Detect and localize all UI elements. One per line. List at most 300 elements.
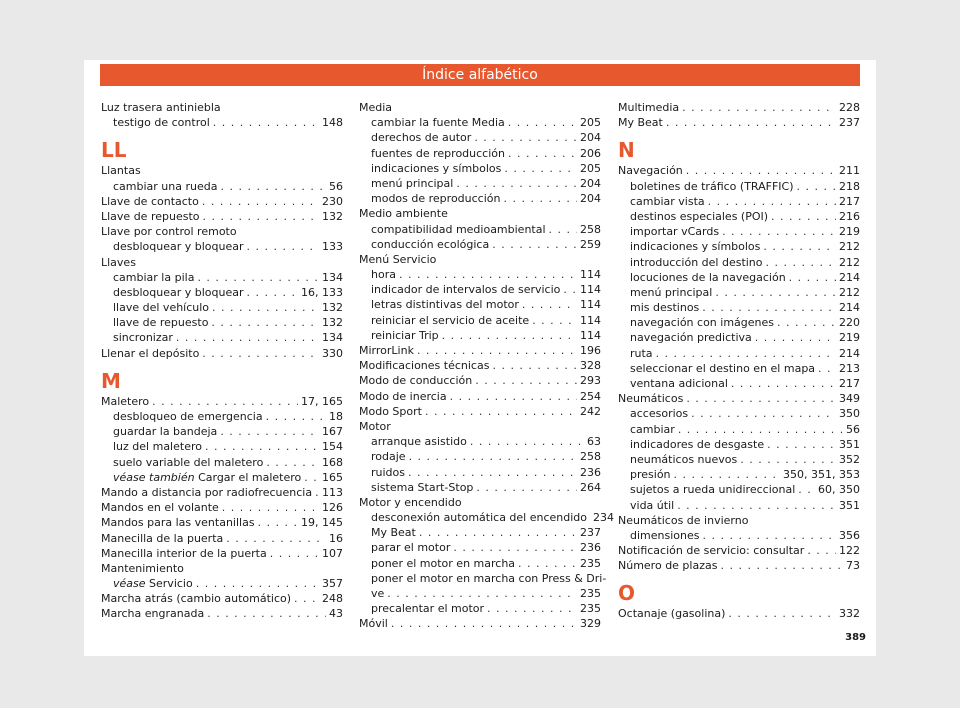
index-subentry bbox=[359, 146, 601, 161]
entry-term-text: Neumáticos bbox=[618, 392, 684, 406]
entry-term bbox=[101, 224, 237, 239]
page-reference: 211 bbox=[839, 164, 860, 178]
dot-leader bbox=[442, 328, 577, 343]
entry-term-text: modos de reproducción bbox=[371, 192, 501, 206]
index-subentry bbox=[359, 161, 601, 176]
index-subentry bbox=[618, 482, 860, 497]
index-entry bbox=[359, 495, 601, 510]
dot-leader bbox=[508, 115, 577, 130]
entry-term-text: navegación predictiva bbox=[630, 331, 752, 345]
entry-term-text: navegación con imágenes bbox=[630, 316, 774, 330]
page-reference: 214 bbox=[839, 346, 860, 360]
index-entry bbox=[101, 500, 343, 515]
page-reference: 237 bbox=[580, 526, 601, 540]
dot-leader bbox=[771, 209, 836, 224]
entry-term bbox=[113, 115, 210, 130]
index-subentry bbox=[101, 424, 343, 439]
entry-term bbox=[371, 191, 500, 206]
dot-leader bbox=[728, 606, 836, 621]
dot-leader bbox=[453, 540, 577, 555]
section-letter: LL bbox=[101, 138, 127, 163]
index-subentry bbox=[101, 455, 343, 470]
dot-leader bbox=[476, 480, 577, 495]
dot-leader bbox=[691, 406, 836, 421]
dot-leader bbox=[226, 531, 326, 546]
page-reference: 16 bbox=[329, 531, 343, 545]
page-reference: 205 bbox=[580, 161, 601, 175]
entry-term bbox=[630, 255, 763, 270]
entry-term bbox=[618, 391, 683, 406]
entry-term-text: cambiar una rueda bbox=[113, 179, 218, 193]
page-reference: 134 bbox=[322, 270, 343, 284]
dot-leader bbox=[777, 315, 836, 330]
entry-term bbox=[618, 558, 717, 573]
dot-leader bbox=[702, 528, 836, 543]
entry-term bbox=[359, 358, 489, 373]
page-reference: 56 bbox=[329, 179, 343, 193]
page-reference: 204 bbox=[580, 131, 601, 145]
entry-term bbox=[630, 270, 786, 285]
page-reference: 217 bbox=[839, 377, 860, 390]
entry-term bbox=[113, 315, 208, 330]
entry-term bbox=[113, 455, 263, 470]
entry-term bbox=[371, 146, 505, 161]
entry-term-text: importar vCards bbox=[630, 225, 720, 239]
entry-term bbox=[630, 498, 674, 513]
index-subentry bbox=[618, 330, 860, 345]
index-subentry bbox=[618, 239, 860, 254]
dot-leader bbox=[202, 194, 319, 209]
entry-term bbox=[371, 328, 439, 343]
index-entry bbox=[359, 100, 601, 115]
dot-leader bbox=[504, 161, 577, 176]
page-reference: 349 bbox=[839, 392, 860, 406]
dot-leader bbox=[152, 394, 298, 409]
section-letter: M bbox=[101, 368, 121, 393]
entry-term-text: arranque asistido bbox=[371, 435, 467, 449]
entry-term bbox=[113, 576, 193, 591]
entry-term bbox=[630, 437, 764, 452]
dot-leader bbox=[767, 437, 836, 452]
entry-term-text: indicadores de desgaste bbox=[630, 437, 765, 451]
entry-term bbox=[359, 404, 422, 419]
entry-term-text: Menú Servicio bbox=[359, 252, 437, 266]
entry-term bbox=[359, 419, 391, 434]
entry-term bbox=[371, 130, 471, 145]
entry-term bbox=[371, 556, 515, 571]
entry-term-text: indicador de intervalos de servicio bbox=[371, 283, 561, 297]
page-reference: 212 bbox=[839, 240, 860, 254]
index-subentry bbox=[101, 300, 343, 315]
entry-term bbox=[630, 209, 768, 224]
dot-leader bbox=[211, 315, 319, 330]
index-subentry bbox=[618, 467, 860, 482]
dot-leader bbox=[563, 282, 577, 297]
page-reference: 230 bbox=[322, 194, 343, 208]
entry-term-text: Maletero bbox=[101, 394, 150, 408]
entry-term bbox=[371, 313, 529, 328]
entry-term bbox=[113, 330, 173, 345]
entry-term-text: luz del maletero bbox=[113, 440, 202, 454]
dot-leader bbox=[686, 391, 836, 406]
index-subentry bbox=[618, 255, 860, 270]
dot-leader bbox=[207, 606, 326, 621]
dot-leader bbox=[315, 485, 319, 500]
index-subentry bbox=[359, 601, 601, 616]
index-entry bbox=[101, 255, 343, 270]
entry-term bbox=[618, 100, 679, 115]
entry-term bbox=[101, 531, 223, 546]
section-letter: N bbox=[618, 138, 635, 163]
dot-leader bbox=[677, 498, 836, 513]
entry-term bbox=[630, 467, 671, 482]
dot-leader bbox=[417, 343, 577, 358]
index-entry bbox=[101, 163, 343, 178]
dot-leader bbox=[419, 525, 577, 540]
entry-term-text: neumáticos nuevos bbox=[630, 452, 738, 466]
index-subentry bbox=[618, 437, 860, 452]
entry-term bbox=[101, 346, 199, 361]
page-reference: 213 bbox=[839, 361, 860, 375]
entry-term bbox=[113, 470, 301, 485]
entry-term-text: locuciones de la navegación bbox=[630, 270, 786, 284]
entry-term bbox=[371, 540, 450, 555]
entry-term bbox=[371, 571, 606, 586]
index-subentry bbox=[359, 480, 601, 495]
entry-term-text: Mando a distancia por radiofrecuencia bbox=[101, 485, 313, 499]
index-subentry bbox=[359, 449, 601, 464]
entry-term bbox=[101, 100, 221, 115]
page-reference: 148 bbox=[322, 116, 343, 130]
entry-term-text: letras distintivas del motor bbox=[371, 298, 519, 312]
dot-leader bbox=[656, 346, 836, 361]
entry-term-text: Móvil bbox=[359, 617, 388, 631]
dot-leader bbox=[766, 255, 836, 270]
dot-leader bbox=[197, 270, 319, 285]
entry-term-text: Neumáticos de invierno bbox=[618, 513, 749, 527]
page-number: 389 bbox=[845, 632, 866, 643]
dot-leader bbox=[797, 179, 836, 194]
entry-term-text: seleccionar el destino en el mapa bbox=[630, 361, 816, 375]
entry-term bbox=[630, 361, 815, 376]
entry-term-text: fuentes de reproducción bbox=[371, 146, 505, 160]
index-subentry bbox=[618, 498, 860, 513]
page-reference: 204 bbox=[580, 192, 601, 206]
page-reference: 216 bbox=[839, 209, 860, 223]
entry-term-text: indicaciones y símbolos bbox=[630, 240, 761, 254]
see-also-prefix: véase bbox=[113, 577, 146, 591]
page-reference: 214 bbox=[839, 301, 860, 315]
dot-leader bbox=[213, 115, 319, 130]
dot-leader bbox=[205, 439, 319, 454]
page-reference: 113 bbox=[322, 485, 343, 499]
index-entry bbox=[101, 346, 343, 361]
index-subentry bbox=[101, 576, 343, 591]
entry-term bbox=[371, 434, 467, 449]
page-reference: 154 bbox=[322, 440, 343, 454]
entry-term-text: cambiar la pila bbox=[113, 270, 195, 284]
entry-term bbox=[630, 406, 688, 421]
entry-term bbox=[101, 546, 267, 561]
page-reference: 351 bbox=[839, 498, 860, 512]
index-subentry bbox=[618, 300, 860, 315]
page-reference: 236 bbox=[580, 541, 601, 555]
entry-term bbox=[359, 100, 392, 115]
page-reference: 206 bbox=[580, 146, 601, 160]
page-reference: 114 bbox=[580, 283, 601, 297]
index-entry bbox=[359, 343, 601, 358]
index-column-2 bbox=[359, 100, 615, 632]
entry-term-text: Cargar el maletero bbox=[198, 470, 302, 484]
index-subentry bbox=[618, 270, 860, 285]
index-entry bbox=[618, 513, 860, 528]
dot-leader bbox=[702, 300, 836, 315]
page-reference: 205 bbox=[580, 116, 601, 130]
entry-term-text: cambiar vista bbox=[630, 194, 705, 208]
index-entry bbox=[101, 394, 343, 409]
dot-leader bbox=[270, 546, 319, 561]
page-reference: 242 bbox=[580, 404, 601, 418]
entry-term bbox=[113, 239, 244, 254]
entry-term-text: cambiar la fuente Media bbox=[371, 116, 505, 130]
entry-term bbox=[630, 452, 737, 467]
entry-term bbox=[371, 601, 484, 616]
entry-term bbox=[371, 161, 501, 176]
page-reference: 114 bbox=[580, 298, 601, 312]
index-subentry bbox=[359, 525, 601, 540]
page-reference: 17, 165 bbox=[301, 394, 343, 408]
index-entry bbox=[101, 561, 343, 576]
page-reference: 235 bbox=[580, 556, 601, 570]
entry-term-text: My Beat bbox=[618, 116, 663, 130]
dot-leader bbox=[674, 467, 780, 482]
entry-term-text: Mandos para las ventanillas bbox=[101, 516, 255, 530]
index-column-3 bbox=[618, 100, 860, 622]
entry-term bbox=[371, 510, 587, 525]
page-reference: 258 bbox=[580, 222, 601, 236]
index-subentry bbox=[359, 571, 607, 586]
index-subentry bbox=[359, 267, 601, 282]
dot-leader bbox=[176, 330, 319, 345]
index-subentry bbox=[359, 434, 601, 449]
entry-term bbox=[630, 315, 774, 330]
page-reference: 217 bbox=[839, 194, 860, 208]
entry-term-text: Navegación bbox=[618, 164, 683, 178]
entry-term-text: Marcha atrás (cambio automático) bbox=[101, 592, 292, 606]
dot-leader bbox=[409, 449, 577, 464]
page-reference: 126 bbox=[322, 501, 343, 515]
index-subentry bbox=[618, 361, 860, 376]
entry-term-text: cambiar bbox=[630, 422, 675, 436]
index-entry bbox=[618, 558, 860, 573]
index-subentry bbox=[618, 224, 860, 239]
entry-term bbox=[371, 222, 546, 237]
entry-term-text: desbloquear y bloquear bbox=[113, 240, 244, 254]
dot-leader bbox=[763, 239, 836, 254]
page-reference: 122 bbox=[839, 544, 860, 558]
page-reference: 204 bbox=[580, 176, 601, 190]
entry-term-text: sincronizar bbox=[113, 331, 173, 345]
entry-term bbox=[371, 586, 384, 601]
entry-term-text: Media bbox=[359, 101, 393, 114]
index-subentry bbox=[101, 315, 343, 330]
page-reference: 56 bbox=[846, 422, 860, 436]
entry-term-text: parar el motor bbox=[371, 541, 451, 555]
index-subentry bbox=[359, 222, 601, 237]
page-reference: 236 bbox=[580, 465, 601, 479]
entry-term bbox=[630, 224, 719, 239]
page-reference: 357 bbox=[322, 577, 343, 591]
entry-term bbox=[101, 500, 219, 515]
entry-term bbox=[371, 282, 560, 297]
entry-term-text: Modo de inercia bbox=[359, 389, 447, 403]
index-entry bbox=[101, 485, 343, 500]
index-subentry bbox=[101, 115, 343, 130]
section-letter: O bbox=[618, 581, 636, 606]
page-reference: 212 bbox=[839, 255, 860, 269]
page-reference: 16, 133 bbox=[301, 285, 343, 299]
entry-term-text: desbloquear y bloquear bbox=[113, 285, 244, 299]
entry-term bbox=[618, 606, 725, 621]
index-entry bbox=[101, 100, 343, 115]
entry-term-text: ruta bbox=[630, 346, 653, 360]
entry-term-text: precalentar el motor bbox=[371, 602, 485, 616]
entry-term bbox=[101, 209, 200, 224]
entry-term bbox=[371, 115, 505, 130]
index-entry bbox=[101, 194, 343, 209]
page-reference: 332 bbox=[839, 607, 860, 621]
entry-term-text: accesorios bbox=[630, 407, 689, 421]
dot-leader bbox=[266, 409, 326, 424]
page-reference: 132 bbox=[322, 209, 343, 223]
index-subentry bbox=[618, 406, 860, 421]
dot-leader bbox=[399, 267, 577, 282]
entry-term bbox=[113, 424, 217, 439]
index-subentry bbox=[618, 422, 860, 437]
entry-term-text: introducción del destino bbox=[630, 255, 763, 269]
entry-term-text: Octanaje (gasolina) bbox=[618, 607, 726, 621]
page-reference: 114 bbox=[580, 328, 601, 342]
page-reference: 235 bbox=[580, 587, 601, 600]
index-subentry bbox=[101, 330, 343, 345]
page-reference: 218 bbox=[839, 179, 860, 193]
index-entry bbox=[618, 543, 860, 558]
entry-term bbox=[101, 485, 312, 500]
entry-term bbox=[371, 267, 396, 282]
page-reference: 258 bbox=[580, 450, 601, 464]
index-subentry bbox=[359, 237, 601, 252]
entry-term bbox=[113, 300, 209, 315]
dot-leader bbox=[202, 346, 319, 361]
page-reference: 350 bbox=[839, 407, 860, 421]
entry-term-text: Servicio bbox=[149, 577, 193, 591]
entry-term bbox=[101, 515, 255, 530]
dot-leader bbox=[740, 452, 836, 467]
entry-term-text: Llantas bbox=[101, 164, 141, 178]
entry-term bbox=[101, 163, 141, 178]
dot-leader bbox=[715, 285, 836, 300]
page-reference: 259 bbox=[580, 237, 601, 251]
index-subentry bbox=[359, 510, 615, 525]
entry-term bbox=[630, 285, 712, 300]
index-entry bbox=[359, 252, 601, 267]
index-subentry bbox=[101, 239, 343, 254]
page-reference: 43 bbox=[329, 607, 343, 621]
entry-term-text: vida útil bbox=[630, 498, 675, 512]
entry-term bbox=[630, 239, 760, 254]
dot-leader bbox=[532, 313, 577, 328]
index-entry bbox=[618, 606, 860, 621]
index-entry bbox=[359, 358, 601, 373]
page-reference: 219 bbox=[839, 225, 860, 239]
entry-term-text: llave de repuesto bbox=[113, 316, 209, 330]
entry-term-text: reiniciar Trip bbox=[371, 328, 439, 342]
dot-leader bbox=[387, 586, 577, 601]
index-subentry bbox=[359, 297, 601, 312]
entry-term bbox=[630, 376, 728, 391]
index-subentry bbox=[618, 528, 860, 543]
dot-leader bbox=[470, 434, 584, 449]
dot-leader bbox=[492, 358, 577, 373]
entry-term-text: Modificaciones técnicas bbox=[359, 359, 490, 373]
index-subentry bbox=[101, 409, 343, 424]
page-reference: 248 bbox=[322, 592, 343, 606]
dot-leader bbox=[222, 500, 319, 515]
entry-term bbox=[101, 394, 149, 409]
entry-term bbox=[359, 616, 388, 631]
dot-leader bbox=[408, 465, 577, 480]
index-subentry bbox=[359, 586, 601, 601]
dot-leader bbox=[196, 576, 319, 591]
dot-leader bbox=[818, 361, 836, 376]
page-reference: 107 bbox=[322, 546, 343, 560]
entry-term bbox=[371, 449, 406, 464]
dot-leader bbox=[682, 100, 836, 115]
dot-leader bbox=[247, 285, 299, 300]
entry-term-text: Modo de conducción bbox=[359, 374, 473, 388]
entry-term-text: mis destinos bbox=[630, 301, 700, 315]
index-subentry bbox=[618, 179, 860, 194]
entry-term-text: hora bbox=[371, 268, 396, 282]
page-reference: 212 bbox=[839, 285, 860, 299]
dot-leader bbox=[220, 179, 326, 194]
dot-leader bbox=[755, 330, 836, 345]
index-entry bbox=[618, 100, 860, 115]
index-subentry bbox=[359, 556, 601, 571]
page-reference: 214 bbox=[839, 270, 860, 284]
page-title: Índice alfabético bbox=[100, 64, 860, 86]
entry-term bbox=[113, 270, 194, 285]
entry-term-text: testigo de control bbox=[113, 116, 210, 130]
index-subentry bbox=[359, 282, 601, 297]
dot-leader bbox=[492, 237, 577, 252]
entry-term-text: menú principal bbox=[630, 285, 713, 299]
entry-term-text: destinos especiales (POI) bbox=[630, 209, 769, 223]
page-reference: 114 bbox=[580, 268, 601, 282]
index-entry bbox=[618, 115, 860, 130]
entry-term bbox=[113, 179, 217, 194]
dot-leader bbox=[549, 222, 577, 237]
entry-term-text: presión bbox=[630, 468, 671, 482]
page-reference: 350, 351, 353 bbox=[783, 468, 860, 482]
index-entry bbox=[359, 419, 601, 434]
entry-term-text: poner el motor en marcha bbox=[371, 556, 516, 570]
page-reference: 133 bbox=[322, 240, 343, 254]
entry-term-text: Manecilla de la puerta bbox=[101, 531, 224, 545]
entry-term-text: Motor bbox=[359, 419, 391, 433]
dot-leader bbox=[798, 482, 815, 497]
entry-term bbox=[630, 528, 699, 543]
